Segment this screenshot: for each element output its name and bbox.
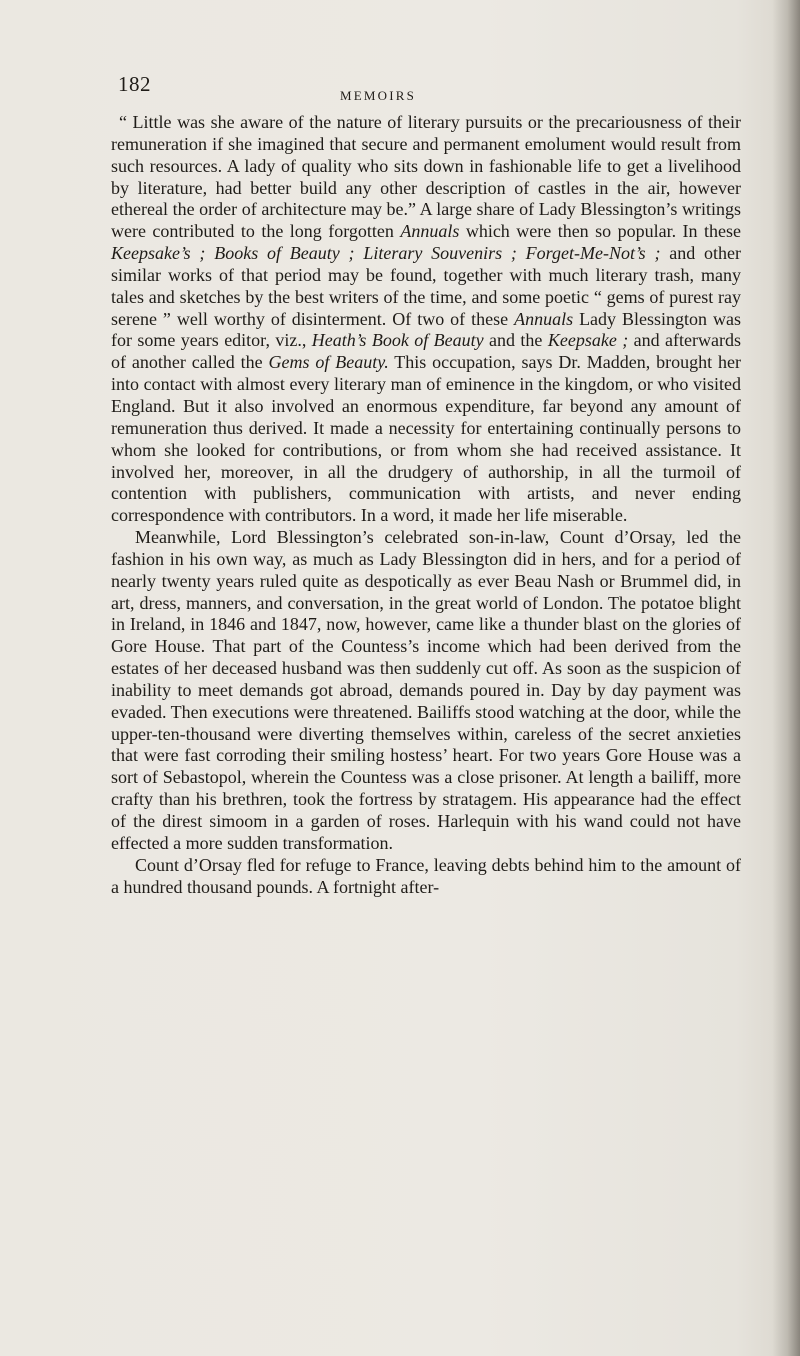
page-edge-shadow bbox=[772, 0, 800, 1356]
body-text-run: Meanwhile, Lord Blessington’s celebrated son-in-law, Count d’Orsay, led the fashion in his own way, as much as Lady Blessington did in hers, and for a period of nearly twenty years ruled quite as despotically as ever Beau Nash or Brummel did, in art, dress, manners, and conversation, in the great world of London. The potatoe blight in Ireland, in 1846 and 1847, now, however, came like a thunder blast on the glories of Gore House. That part of the Countess’s income which had been derived from the estates of her deceased husband was then suddenly cut off. As soon as the suspicion of inability to meet demands got abroad, demands poured in. Day by day payment was evaded. Then executions were threatened. Bailiffs stood watching at the door, while the upper-ten-thousand were diverting themselves within, careless of the secret anxieties that were fast corroding their smiling hostess’ heart. For two years Gore House was a sort of Sebastopol, wherein the Countess was a close prisoner. At length a bailiff, more crafty than his brethren, took the fortress by stratagem. His appearance had the effect of the direst simoom in a garden of roses. Harlequin with his wand could not have effected a more sudden transformation. bbox=[111, 527, 741, 853]
italic-title-text: Keepsake’s ; Books of Beauty ; Literary Souvenirs ; Forget-Me-Not’s ; bbox=[111, 243, 661, 264]
paragraph-2 bbox=[111, 527, 741, 855]
paragraph-1 bbox=[111, 112, 741, 527]
body-text-run: and other similar works of that period may be found, together with much literary trash, many tales and sketches by the best writers of the time, and some poetic “ gems of purest ray serene ” well worthy of disinterment. Of two of these bbox=[111, 243, 741, 329]
italic-title-text: Gems of Beauty. bbox=[268, 352, 389, 373]
italic-title-text: Heath’s Book of Beauty bbox=[311, 330, 484, 351]
body-text-run: Lady Blessington was for some years editor, viz., bbox=[111, 308, 741, 351]
body-text-run: “ Little was she aware of the nature of literary pursuits or the precariousness of their remuneration if she imagined that secure and permanent emolument would result from such resources. A lady of quality who sits down in fashionable life to get a livelihood by literature, had better build any other description of castles in the air, however ethereal the order of architecture may be.” A large share of Lady Blessington’s writings were contributed to the long forgotten bbox=[111, 112, 741, 242]
italic-title-text: Keepsake ; bbox=[547, 330, 629, 351]
body-text bbox=[111, 112, 741, 898]
body-text-run: This occupation, says Dr. Madden, brought her into contact with almost every literary man of eminence in the kingdom, or who visited England. But it also involved an enormous expenditure, far beyond any amount of remuneration thus derived. It made a necessity for entertaining continually persons to whom she looked for contributions, or from whom she had received assistance. It involved her, moreover, in all the drudgery of authorship, in all the turmoil of contention with publishers, communication with artists, and never ending correspondence with contributors. In a word, it made her life miserable. bbox=[111, 352, 742, 526]
italic-title-text: Annuals bbox=[514, 308, 574, 329]
italic-title-text: Annuals bbox=[400, 221, 460, 242]
paragraph-3 bbox=[111, 855, 741, 899]
body-text-run: and the bbox=[483, 330, 548, 351]
body-text-run: which were then so popular. In these bbox=[459, 221, 741, 242]
running-head: MEMOIRS bbox=[340, 88, 417, 103]
page-number: 182 bbox=[118, 72, 151, 96]
body-text-run: and afterwards of another called the bbox=[111, 330, 741, 373]
body-text-run: Count d’Orsay fled for refuge to France, leaving debts behind him to the amount of a hundred thousand pounds. A fortnight after- bbox=[111, 854, 741, 897]
